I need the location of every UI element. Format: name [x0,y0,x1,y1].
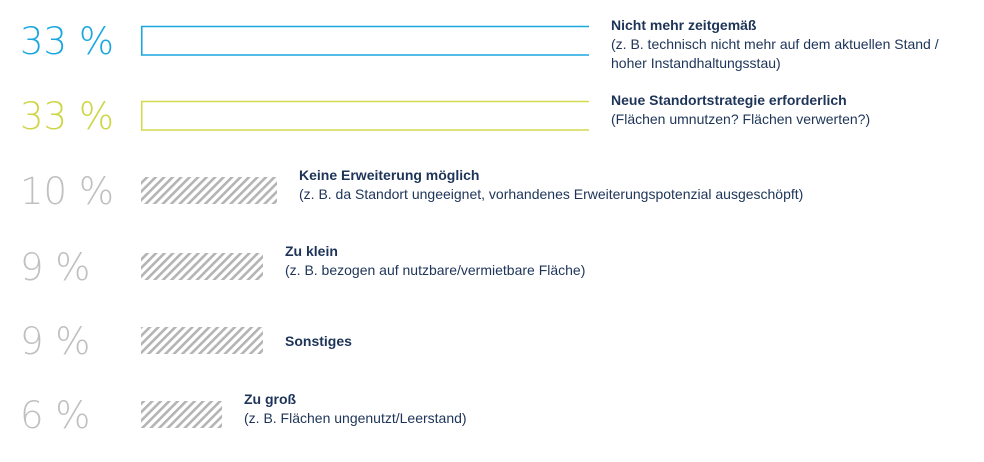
bar [141,177,277,204]
category-description: (z. B. bezogen auf nutzbare/vermietbare Fläche) [285,262,586,278]
bar [141,253,263,280]
category-description: (z. B. Flächen ungenutzt/Leerstand) [244,410,467,426]
category-label: Zu klein [285,243,338,259]
value-label: 10 % [20,170,114,213]
value-label: 9 % [20,246,91,289]
chart-rows [20,17,939,437]
category-label: Keine Erweiterung möglich [299,167,480,183]
category-label: Zu groß [244,391,297,407]
category-description: hoher Instandhaltungsstau) [611,55,781,71]
category-label: Nicht mehr zeitgemäß [611,17,757,33]
value-label: 9 % [20,320,91,363]
value-label: 6 % [20,394,91,437]
category-description: (z. B. da Standort ungeeignet, vorhandenes Erweiterungspotenzial ausgeschöpft) [299,186,804,202]
category-label: Sonstiges [285,333,352,349]
category-description: (Flächen umnutzen? Flächen verwerten?) [611,111,871,127]
bar-row [20,320,352,363]
category-label: Neue Standortstrategie erforderlich [611,92,847,108]
category-description: (z. B. technisch nicht mehr auf dem aktuellen Stand / [611,36,939,52]
bar-row [20,167,803,213]
bar [141,327,263,354]
value-label: 33 % [20,95,114,138]
bar [141,401,222,428]
bar-row [20,17,939,71]
bar-row [20,92,870,138]
bar-row [20,391,467,437]
bar [142,27,589,56]
bar [142,102,589,131]
value-label: 33 % [20,20,114,63]
bar-row [20,243,585,289]
